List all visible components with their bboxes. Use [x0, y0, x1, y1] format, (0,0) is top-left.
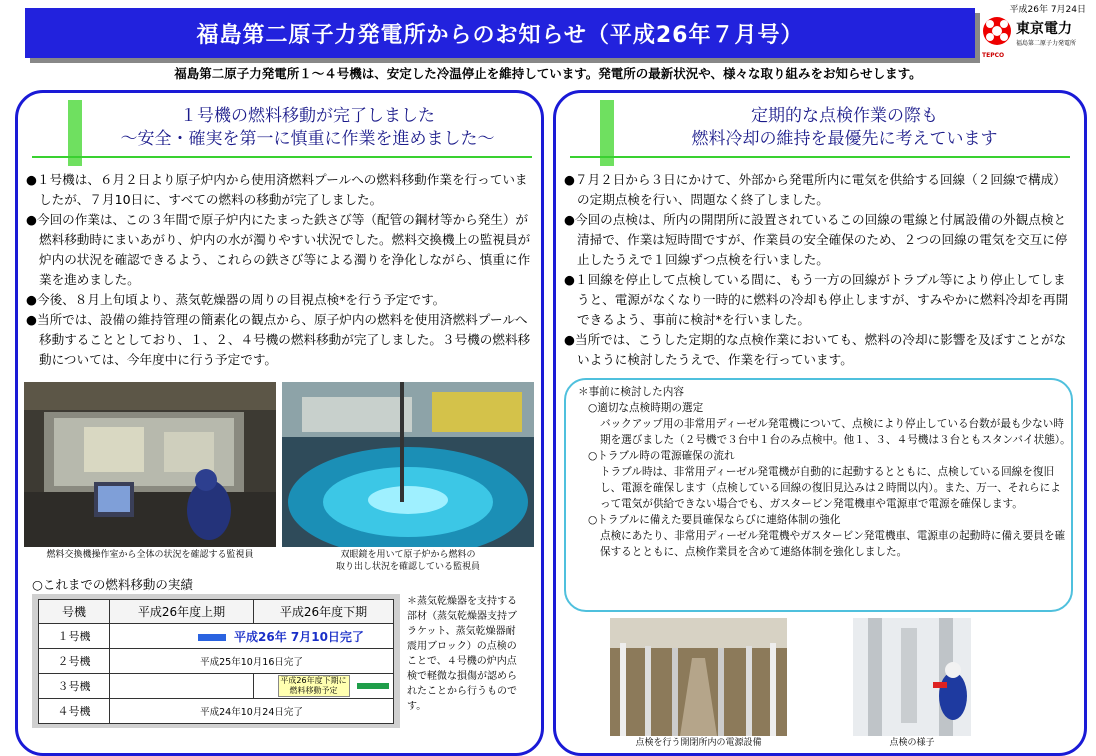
- footnote: ＊蒸気乾燥器を支持する部材（蒸気乾燥器支持ブラケット、蒸気乾燥器耐震用ブロック）の点検のことで、４号機の炉内点検で軽微な損傷が認められたことから行うものです。: [407, 596, 517, 712]
- right-bullet: ●当所では、こうした定期的な点検作業においても、燃料の冷却に影響を及ぼすことがないように検討したうえで、作業を行っています。: [564, 332, 1067, 367]
- photo-control-room: [24, 382, 276, 547]
- photo-reactor-pool-caption-line1: 双眼鏡を用いて原子炉から燃料の: [340, 550, 476, 560]
- progress-bar-unit1: [198, 634, 226, 641]
- tepco-logo: [982, 14, 1092, 58]
- advance-review-item-body: 点検にあたり、非常用ディーゼル発電機やガスタービン発電機車、電源車の起動時に備え要員を確保するとともに、点検作業員を含めて連絡体制を強化しました。: [600, 530, 1066, 558]
- issue-date: 平成26年 7月24日: [1009, 5, 1086, 15]
- right-bullet-list: [564, 170, 1072, 370]
- photo-reactor-pool-caption: [282, 549, 534, 573]
- table-status: 平成26年 7月10日完了: [234, 629, 364, 644]
- left-heading-rule: [32, 156, 532, 158]
- right-heading-line2: 燃料冷却の維持を最優先に考えています: [691, 129, 998, 149]
- logo-name: 東京電力: [1016, 21, 1072, 37]
- advance-review-item-body: トラブル時は、非常用ディーゼル発電機が自動的に起動するとともに、点検している回線を復旧し、電源を確保します（点検している回線の復旧見込みは２時間以内）。また、万一、それらによって電気が供給できない場合でも、ガスタービン発電機車や電源車で電源を確保します。: [600, 466, 1061, 510]
- table-status-cell: [254, 674, 394, 699]
- page-subtitle: 福島第二原子力発電所１～４号機は、安定した冷温停止を維持しています。発電所の最新状況や、様々な取り組みをお知らせします。: [174, 66, 922, 81]
- advance-review-item-head: ○トラブルに備えた要員確保ならびに連絡体制の強化: [588, 514, 841, 526]
- advance-review-title: ＊事前に検討した内容: [578, 386, 684, 398]
- advance-review-box: [564, 378, 1073, 612]
- advance-review-item-head: ○適切な点検時期の選定: [588, 402, 704, 414]
- left-bullet: ●今後、８月上旬頃より、蒸気乾燥器の周りの目視点検*を行う予定です。: [26, 292, 446, 307]
- table-title: ○これまでの燃料移動の実績: [32, 577, 193, 592]
- left-bullet: ●１号機は、６月２日より原子炉内から使用済燃料プールへの燃料移動作業を行っていましたが、７月10日に、すべての燃料の移動が完了しました。: [26, 172, 528, 207]
- photo-switchyard-caption: 点検を行う開閉所内の電源設備: [635, 738, 762, 748]
- table-unit: ４号機: [39, 699, 110, 724]
- table-row: [39, 674, 394, 699]
- left-bullet: ●当所では、設備の維持管理の簡素化の観点から、原子炉内の燃料を使用済燃料プールへ移動することとしており、１、２、４号機の燃料移動が完了しました。３号機の燃料移動については、今年度中に行う予定です。: [26, 312, 531, 367]
- page-title: 福島第二原子力発電所からのお知らせ（平成26年７月号）: [25, 8, 975, 58]
- advance-review-item-head: ○トラブル時の電源確保の流れ: [588, 450, 735, 462]
- left-heading-line2: ～安全・確実を第一に慎重に作業を進めました～: [120, 129, 495, 149]
- advance-review-item-body: バックアップ用の非常用ディーゼル発電機について、点検により停止している台数が最も少ない時期を選びました（２号機で３台中１台のみ点検中。他１、３、４号機は３台ともスタンバイ状態）。: [600, 418, 1071, 446]
- right-bullet: ●７月２日から３日にかけて、外部から発電所内に電気を供給する回線（２回線で構成）の定期点検を行い、問題なく終了しました。: [564, 172, 1066, 207]
- photo-inspection: [853, 618, 971, 736]
- table-header: 平成26年度下期: [254, 600, 394, 624]
- photo-inspection-caption: 点検の様子: [889, 738, 935, 748]
- table-unit: ３号機: [39, 674, 110, 699]
- left-bullet-list: [26, 170, 531, 370]
- photo-switchyard: [610, 618, 787, 736]
- progress-bar-unit3: [357, 683, 389, 689]
- table-unit: ２号機: [39, 649, 110, 674]
- right-bullet: ●１回線を停止して点検している間に、もう一方の回線がトラブル等により停止してしまうと、電源がなくなり一時的に燃料の冷却も停止しますが、すみやかに燃料冷却を再開できるよう、事前に検討*を行いました。: [564, 272, 1069, 327]
- photo-control-room-caption: 燃料交換機操作室から全体の状況を確認する監視員: [46, 550, 254, 560]
- right-heading-line1: 定期的な点検作業の際も: [751, 106, 938, 126]
- right-bullet: ●今回の点検は、所内の開閉所に設置されているこの回線の電線と付属設備の外観点検と清掃で、作業は短時間ですが、作業員の安全確保のため、２つの回線の電気を交互に停止したうえで１回線ずつ点検を行いました。: [564, 212, 1068, 267]
- left-heading: [80, 105, 535, 151]
- right-heading-rule: [570, 156, 1070, 158]
- table-header: 号機: [39, 600, 110, 624]
- logo-tepco: TEPCO: [982, 52, 1005, 59]
- table-status: 平成26年度下期に燃料移動予定: [278, 675, 350, 697]
- right-heading: [612, 105, 1077, 151]
- photo-reactor-pool-caption-line2: 取り出し状況を確認している監視員: [335, 562, 480, 572]
- table-status: 平成25年10月16日完了: [110, 649, 394, 674]
- tepco-logo-icon: [982, 16, 1012, 52]
- left-heading-line1: １号機の燃料移動が完了しました: [180, 106, 435, 126]
- table-row: [39, 624, 394, 649]
- left-bullet: ●今回の作業は、この３年間で原子炉内にたまった鉄さび等（配管の鋼材等から発生）が燃料移動時にまいあがり、炉内の水が濁りやすい状況でした。燃料交換機上の監視員が炉内の状況を確認できるよう、これらの鉄さび等による濁りを浄化しながら、慎重に作業を進めました。: [26, 212, 531, 287]
- logo-subname: 福島第二原子力発電所: [1016, 40, 1077, 47]
- fuel-transfer-table: [38, 599, 394, 724]
- table-status: 平成24年10月24日完了: [110, 699, 394, 724]
- photo-reactor-pool: [282, 382, 534, 547]
- table-unit: １号機: [39, 624, 110, 649]
- table-status-cell: [110, 624, 394, 649]
- table-row: [39, 649, 394, 674]
- table-header: 平成26年度上期: [110, 600, 254, 624]
- table-row: [39, 699, 394, 724]
- fuel-transfer-table-frame: [32, 594, 400, 728]
